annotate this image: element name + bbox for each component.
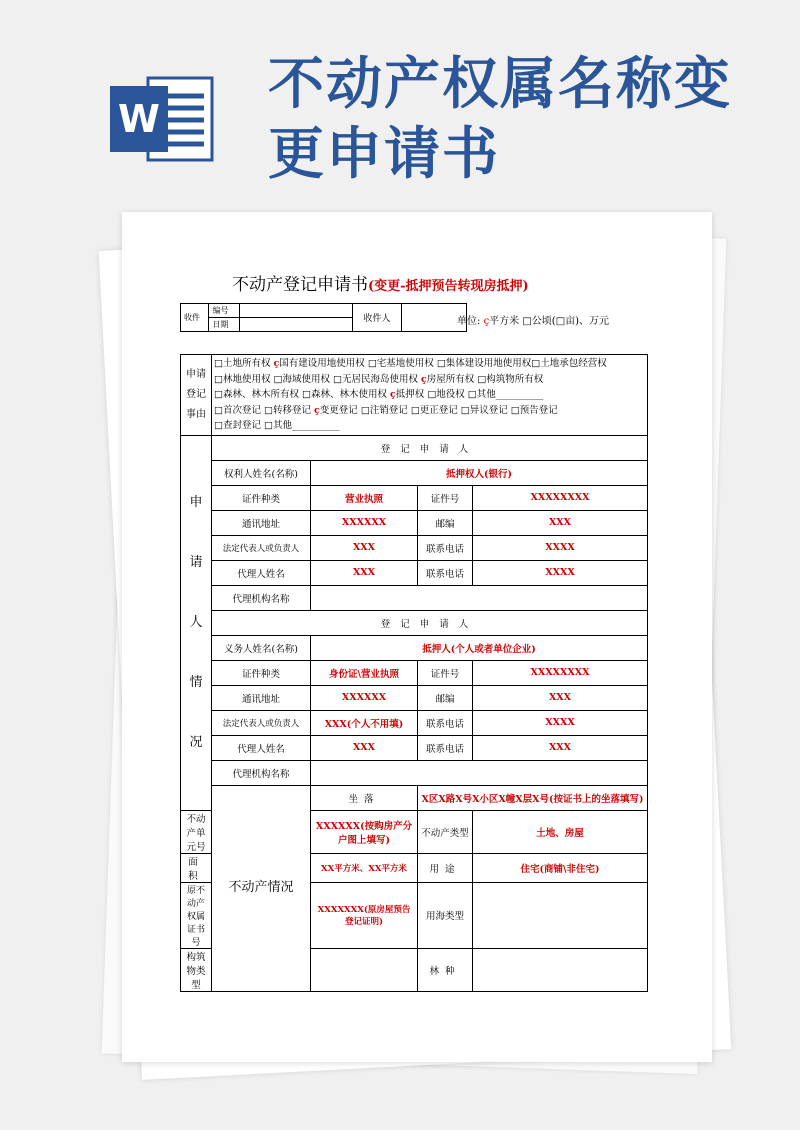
forest-type-label: 林种 [418, 948, 473, 991]
usage-value[interactable]: 住宅(商铺\非住宅) [473, 853, 648, 882]
legal-rep-value[interactable]: XXX(个人不用填) [311, 710, 418, 735]
applicant-header: 登记申请人 [212, 610, 648, 635]
form-title [232, 270, 529, 295]
page-title: 不动产权属名称变更申请书 [268, 52, 732, 187]
reason-options[interactable]: □土地所有权 ç国有建设用地使用权 □宅基地使用权 □集体建设用地使用权□土地承包经营权 □林地使用权 □海域使用权 □无居民海岛使用权 ç房屋所有权 □构筑物所有权 □森林、林木所有权 □森林、林木使用权 ç抵押权 □地役权 □其他__________ □首次登记 □转移登记 ç变更登记 □注销登记 □更正登记 □异议登记 □预告登记 □查封登记 □其他__________ [212, 355, 648, 436]
id-type-value[interactable]: 营业执照 [311, 485, 418, 510]
date-field[interactable] [239, 318, 352, 332]
structure-type-label: 构筑物类型 [181, 948, 212, 991]
receipt-label: 收件 [181, 304, 209, 332]
obligor-name-value[interactable]: 抵押人(个人或者单位企业) [311, 635, 648, 660]
property-type-label: 不动产类型 [418, 810, 473, 853]
unit-number-value[interactable]: XXXXXX(按购房产分户图上填写) [311, 810, 418, 853]
area-label: 面积 [181, 853, 212, 882]
svg-text:W: W [118, 97, 160, 141]
obligor-name-label: 义务人姓名(名称) [212, 635, 311, 660]
property-type-value[interactable]: 土地、房屋 [473, 810, 648, 853]
right-holder-name-label: 权利人姓名(名称) [212, 460, 311, 485]
forest-type-value[interactable] [473, 948, 648, 991]
phone-label: 联系电话 [418, 535, 473, 560]
agent-phone-label: 联系电话 [418, 735, 473, 760]
unit-mark: ç [483, 316, 490, 327]
property-side-label: 不动产情况 [212, 785, 311, 991]
agency-name-label: 代理机构名称 [212, 585, 311, 610]
agent-phone-value[interactable]: XXXX [473, 560, 648, 585]
form-subtitle: (变更-抵押预告转现房抵押) [368, 279, 529, 294]
number-field[interactable] [239, 304, 352, 318]
unit-number-label: 不动产单元号 [181, 810, 212, 853]
address-value[interactable]: XXXXXX [311, 510, 418, 535]
date-label: 日期 [209, 318, 239, 332]
phone-label: 联系电话 [418, 710, 473, 735]
number-label: 编号 [209, 304, 239, 318]
agent-name-value[interactable]: XXX [311, 735, 418, 760]
address-value[interactable]: XXXXXX [311, 685, 418, 710]
phone-value[interactable]: XXXX [473, 535, 648, 560]
zip-label: 邮编 [418, 685, 473, 710]
address-label: 通讯地址 [212, 510, 311, 535]
original-cert-label: 原不动产权属证书号 [181, 882, 212, 948]
id-number-value[interactable]: XXXXXXXX [473, 485, 648, 510]
reason-label: 申请登记事由 [181, 355, 212, 436]
id-number-label: 证件号 [418, 660, 473, 685]
location-label: 坐落 [311, 785, 418, 810]
id-type-value[interactable]: 身份证\营业执照 [311, 660, 418, 685]
applicant-side-label: 申请人情况 [181, 435, 212, 810]
applicant-header: 登记申请人 [212, 435, 648, 460]
agency-name-value[interactable] [311, 760, 648, 785]
zip-value[interactable]: XXX [473, 510, 648, 535]
receiver-label: 收件人 [352, 304, 402, 332]
usage-label: 用途 [418, 853, 473, 882]
agency-name-label: 代理机构名称 [212, 760, 311, 785]
sea-use-type-label: 用海类型 [418, 882, 473, 948]
zip-value[interactable]: XXX [473, 685, 648, 710]
id-number-value[interactable]: XXXXXXXX [473, 660, 648, 685]
unit-line [457, 312, 609, 327]
location-value[interactable]: X区X路X号X小区X幢X层X号(按证书上的坐落填写) [418, 785, 648, 810]
form-title-text: 不动产登记申请书 [232, 275, 368, 295]
agent-name-value[interactable]: XXX [311, 560, 418, 585]
legal-rep-label: 法定代表人或负责人 [212, 710, 311, 735]
id-type-label: 证件种类 [212, 660, 311, 685]
legal-rep-label: 法定代表人或负责人 [212, 535, 311, 560]
agent-phone-value[interactable]: XXX [473, 735, 648, 760]
legal-rep-value[interactable]: XXX [311, 535, 418, 560]
unit-text: 平方米 □公顷(□亩)、万元 [489, 316, 610, 327]
id-type-label: 证件种类 [212, 485, 311, 510]
unit-prefix: 单位: [457, 316, 481, 327]
phone-value[interactable]: XXXX [473, 710, 648, 735]
original-cert-value[interactable]: XXXXXXX(原房屋预告登记证明) [311, 882, 418, 948]
structure-type-value[interactable] [311, 948, 418, 991]
word-document-icon [108, 70, 216, 166]
zip-label: 邮编 [418, 510, 473, 535]
id-number-label: 证件号 [418, 485, 473, 510]
form-sheet [122, 212, 712, 1062]
agent-name-label: 代理人姓名 [212, 735, 311, 760]
agent-name-label: 代理人姓名 [212, 560, 311, 585]
address-label: 通讯地址 [212, 685, 311, 710]
right-holder-name-value[interactable]: 抵押权人(银行) [311, 460, 648, 485]
application-table [180, 354, 648, 992]
agent-phone-label: 联系电话 [418, 560, 473, 585]
area-value[interactable]: XX平方米、XX平方米 [311, 853, 418, 882]
sea-use-type-value[interactable] [473, 882, 648, 948]
agency-name-value[interactable] [311, 585, 648, 610]
